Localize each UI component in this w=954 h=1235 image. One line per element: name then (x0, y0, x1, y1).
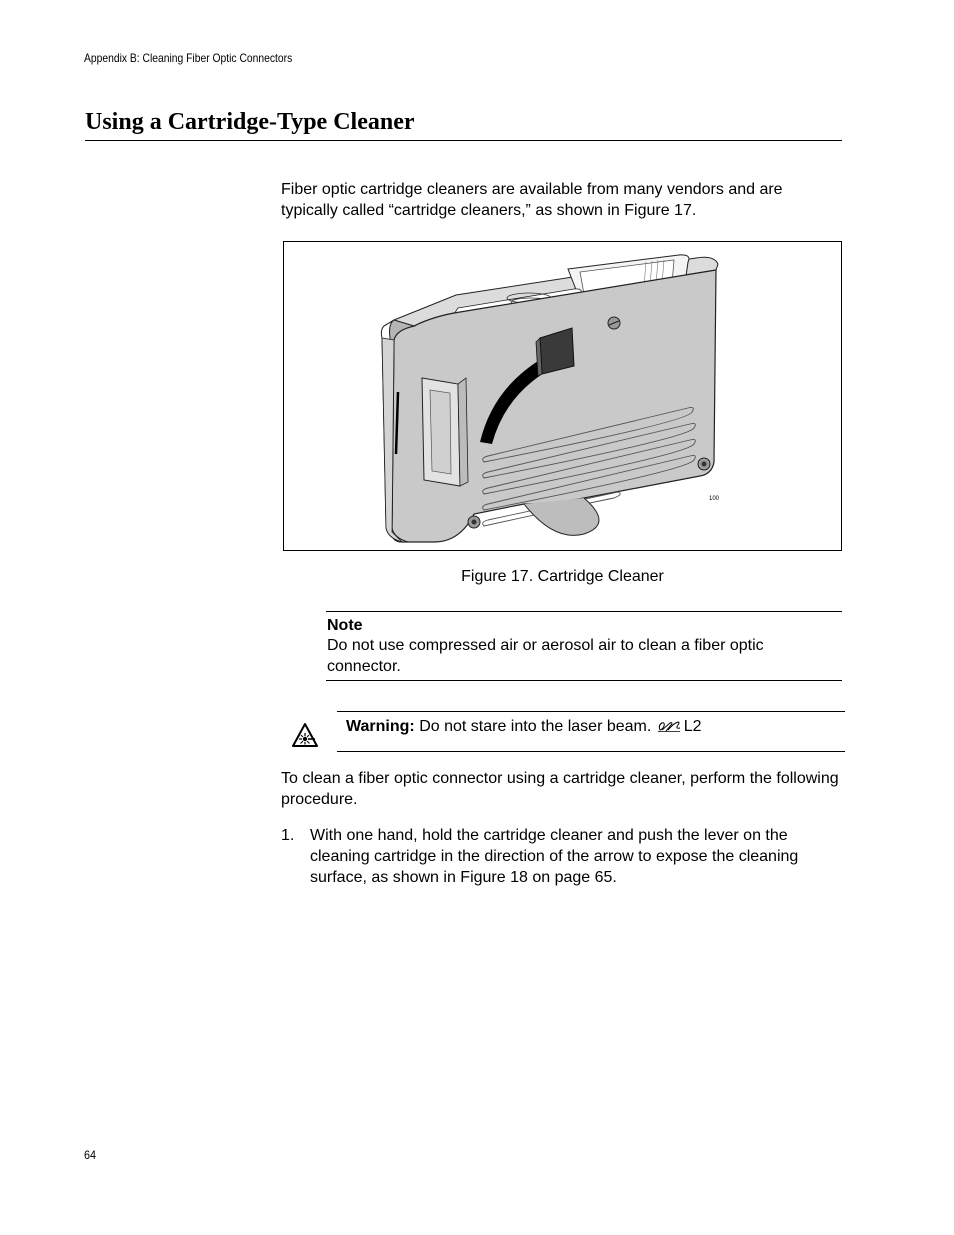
figure-id-label: 100 (709, 496, 720, 502)
procedure-intro: To clean a fiber optic connector using a cartridge cleaner, perform the following procedure. (281, 770, 839, 808)
warning-box (337, 711, 845, 752)
note-box (326, 611, 842, 681)
running-header: Appendix B: Cleaning Fiber Optic Connectors (84, 51, 293, 65)
cartridge-cleaner-illustration (284, 242, 841, 550)
step-number: 1. (281, 827, 295, 844)
section-title: Using a Cartridge-Type Cleaner (85, 109, 415, 135)
warning-line (346, 716, 702, 737)
figure-17-box (283, 241, 842, 551)
laser-warning-icon (291, 722, 319, 748)
intro-paragraph: Fiber optic cartridge cleaners are available from many vendors and are typically called “cartridge cleaners,” as shown in Figure 17. (281, 181, 783, 219)
translation-reference-icon (656, 719, 684, 733)
warning-label: Warning: (346, 718, 415, 735)
figure-caption: Figure 17. Cartridge Cleaner (461, 568, 664, 585)
title-rule (85, 140, 842, 141)
note-title: Note (327, 617, 363, 634)
warning-reference: L2 (683, 718, 702, 735)
warning-text: Do not stare into the laser beam. (419, 718, 652, 735)
page-number: 64 (84, 1148, 97, 1162)
note-text: Do not use compressed air or aerosol air to clean a fiber optic connector. (327, 637, 764, 675)
step-text: With one hand, hold the cartridge cleaner and push the lever on the cleaning cartridge in the direction of the arrow to expose the cleaning surface, as shown in Figure 18 on page 65. (310, 827, 799, 886)
